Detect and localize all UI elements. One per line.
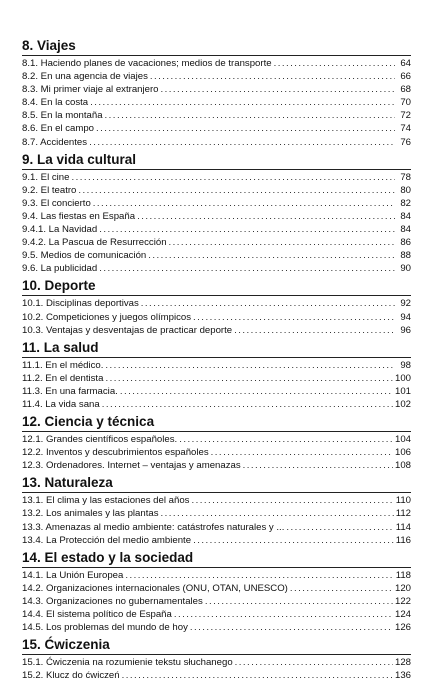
dot-leader <box>169 236 395 249</box>
toc-entry <box>22 569 411 582</box>
toc-entry-title: 8.3. Mi primer viaje al extranjero <box>22 84 159 96</box>
dot-leader <box>193 311 395 324</box>
section-divider <box>22 567 411 568</box>
dot-leader <box>205 595 393 608</box>
toc-entry <box>22 359 411 372</box>
section-heading: 13. Naturaleza <box>22 475 113 491</box>
toc-entry <box>22 507 411 520</box>
toc-entry-page: 108 <box>394 460 411 472</box>
section-divider <box>22 169 411 170</box>
dot-leader <box>243 459 393 472</box>
toc-entry <box>22 297 411 310</box>
toc-entry <box>22 262 411 275</box>
dot-leader <box>78 184 395 197</box>
dot-leader <box>190 621 393 634</box>
dot-leader <box>96 122 395 135</box>
toc-entry-title: 10.1. Disciplinas deportivas <box>22 298 139 310</box>
dot-leader <box>211 446 393 459</box>
section-divider <box>22 492 411 493</box>
toc-entry-title: 13.2. Los animales y las plantas <box>22 508 159 520</box>
toc-entry-page: 80 <box>400 184 411 196</box>
toc-entry-title: 14.2. Organizaciones internacionales (ONU, OTAN, UNESCO) <box>22 582 288 594</box>
toc-entry <box>22 324 411 337</box>
toc-section <box>22 37 411 149</box>
toc-entry <box>22 57 411 70</box>
toc-entry-page: 112 <box>395 508 411 520</box>
section-heading: 11. La salud <box>22 339 99 355</box>
section-heading: 12. Ciencia y técnica <box>22 414 155 430</box>
toc-entry <box>22 608 411 621</box>
toc-entry-title: 8.5. En la montaña <box>22 110 103 122</box>
section-heading: 9. La vida cultural <box>22 151 137 167</box>
section-divider <box>22 431 411 432</box>
toc-entry <box>22 372 411 385</box>
toc-entry <box>22 398 411 411</box>
toc-entry-title: 15.2. Klucz do ćwiczeń <box>22 670 120 682</box>
dot-leader <box>235 656 393 669</box>
toc-entry-title: 9.3. El concierto <box>22 197 91 209</box>
toc-entry <box>22 136 411 149</box>
toc-entry-title: 15.1. Ćwiczenia na rozumienie tekstu słuchanego <box>22 657 233 669</box>
toc-entry-title: 11.3. En una farmacia. <box>22 385 118 397</box>
dot-leader <box>191 494 393 507</box>
toc-entry <box>22 582 411 595</box>
toc-entry-title: 8.6. En el campo <box>22 123 94 135</box>
toc-entry-title: 12.1. Grandes científicos españoles. <box>22 434 178 446</box>
toc-entry-title: 8.2. En una agencia de viajes <box>22 71 148 83</box>
toc-entry-page: 110 <box>395 495 411 507</box>
toc-entry-title: 9.4.2. La Pascua de Resurrección <box>22 237 167 249</box>
toc-entry-title: 14.4. El sistema político de España <box>22 609 172 620</box>
toc-entry-title: 9.4.1. La Navidad <box>22 224 98 236</box>
dot-leader <box>274 57 395 70</box>
dot-leader <box>290 582 393 595</box>
toc-entry <box>22 83 411 96</box>
dot-leader <box>99 223 395 236</box>
toc-entry <box>22 521 411 534</box>
dot-leader <box>193 534 394 547</box>
toc-entry-page: 126 <box>394 622 411 634</box>
toc-entry-title: 8.4. En la costa <box>22 97 89 109</box>
toc-entry-title: 14.1. La Unión Europea <box>22 569 124 581</box>
dot-leader <box>105 359 395 372</box>
section-divider <box>22 357 411 358</box>
section-heading: 15. Ćwiczenia <box>22 637 110 653</box>
dot-leader <box>174 608 393 621</box>
toc-entry-page: 101 <box>394 385 411 397</box>
toc-entry-page: 68 <box>400 84 411 96</box>
toc-entry <box>22 595 411 608</box>
toc-entry <box>22 96 411 109</box>
toc-section <box>22 474 411 546</box>
section-divider <box>22 295 411 296</box>
dot-leader <box>102 398 393 411</box>
toc-entry-page: 72 <box>400 110 411 122</box>
toc-section <box>22 636 411 682</box>
toc-entry-title: 9.5. Medios de comunicación <box>22 250 147 262</box>
toc-entry <box>22 669 411 682</box>
toc-entry <box>22 70 411 83</box>
section-heading: 10. Deporte <box>22 278 96 294</box>
toc-entry-title: 8.1. Haciendo planes de vacaciones; medios de transporte <box>22 58 272 69</box>
dot-leader <box>120 385 393 398</box>
toc-entry-page: 84 <box>400 210 411 222</box>
toc-section <box>22 339 411 411</box>
dot-leader <box>71 171 395 184</box>
toc-entry-title: 10.3. Ventajas y desventajas de practicar deporte <box>22 324 233 336</box>
toc-entry-page: 128 <box>394 657 411 669</box>
toc-entry-page: 122 <box>394 595 411 607</box>
toc-entry <box>22 621 411 634</box>
toc-entry-title: 9.2. El teatro <box>22 184 77 196</box>
toc-entry <box>22 494 411 507</box>
toc-entry <box>22 171 411 184</box>
toc-entry <box>22 385 411 398</box>
dot-leader <box>105 109 395 122</box>
dot-leader <box>141 297 395 310</box>
toc-entry <box>22 236 411 249</box>
dot-leader <box>148 249 395 262</box>
toc-entry-title: 13.4. La Protección del medio ambiente <box>22 534 192 546</box>
toc-entry-title: 13.3. Amenazas al medio ambiente: catástrofes naturales y ... <box>22 521 285 533</box>
toc-entry-page: 104 <box>394 434 411 446</box>
toc-entry-page: 124 <box>394 609 411 620</box>
toc-entry-title: 8.7. Accidentes <box>22 136 88 148</box>
toc-section <box>22 549 411 634</box>
toc-entry <box>22 210 411 223</box>
dot-leader <box>137 210 395 223</box>
toc-entry-title: 9.4. Las fiestas en España <box>22 210 136 222</box>
toc-entry <box>22 109 411 122</box>
section-heading: 14. El estado y la sociedad <box>22 549 194 565</box>
toc-entry <box>22 459 411 472</box>
dot-leader <box>89 136 395 149</box>
toc-entry-title: 9.1. El cine <box>22 171 70 183</box>
toc-entry-title: 12.3. Ordenadores. Internet – ventajas y amenazas <box>22 460 241 472</box>
toc-entry-title: 14.5. Los problemas del mundo de hoy <box>22 622 188 634</box>
toc-entry-title: 14.3. Organizaciones no gubernamentales <box>22 595 203 607</box>
toc-entry-page: 118 <box>395 569 411 581</box>
toc-entry-page: 86 <box>400 237 411 249</box>
toc-entry-title: 11.2. En el dentista <box>22 372 104 384</box>
dot-leader <box>122 669 393 682</box>
toc-entry-page: 84 <box>400 224 411 236</box>
dot-leader <box>93 197 395 210</box>
toc-entry-page: 82 <box>400 197 411 209</box>
toc-entry-page: 106 <box>394 447 411 459</box>
toc-entry-page: 78 <box>400 171 411 183</box>
dot-leader <box>125 569 393 582</box>
toc-entry-page: 102 <box>394 398 411 410</box>
toc-entry-page: 120 <box>394 582 411 594</box>
toc-entry-page: 92 <box>400 298 411 310</box>
dot-leader <box>99 262 395 275</box>
toc-section <box>22 277 411 336</box>
toc-entry-title: 11.4. La vida sana <box>22 398 100 410</box>
toc-entry <box>22 433 411 446</box>
section-divider <box>22 55 411 56</box>
toc-entry-title: 10.2. Competiciones y juegos olímpicos <box>22 311 192 323</box>
dot-leader <box>161 83 396 96</box>
toc-entry <box>22 197 411 210</box>
toc-entry-page: 114 <box>395 521 411 533</box>
dot-leader <box>90 96 395 109</box>
toc-entry-page: 74 <box>400 123 411 135</box>
toc-entry-page: 98 <box>400 359 411 371</box>
toc-entry <box>22 223 411 236</box>
toc-entry <box>22 122 411 135</box>
toc-entry-page: 100 <box>394 372 411 384</box>
dot-leader <box>150 70 395 83</box>
toc-entry <box>22 446 411 459</box>
toc-entry-page: 94 <box>400 311 411 323</box>
toc-entry-page: 64 <box>400 58 411 69</box>
section-heading: 8. Viajes <box>22 38 76 53</box>
toc-entry-page: 88 <box>400 250 411 262</box>
toc-entry-title: 9.6. La publicidad <box>22 263 98 275</box>
dot-leader <box>179 433 393 446</box>
toc-entry <box>22 249 411 262</box>
toc-entry <box>22 184 411 197</box>
toc-entry-page: 116 <box>395 534 411 546</box>
dot-leader <box>161 507 394 520</box>
toc-entry-title: 12.2. Inventos y descubrimientos españoles <box>22 447 209 459</box>
toc-entry-page: 70 <box>400 97 411 109</box>
section-divider <box>22 654 411 655</box>
toc-entry-title: 13.1. El clima y las estaciones del años <box>22 495 190 507</box>
toc-entry <box>22 311 411 324</box>
toc-section <box>22 413 411 472</box>
toc-section <box>22 151 411 276</box>
dot-leader <box>234 324 395 337</box>
dot-leader <box>286 521 393 534</box>
toc-entry-page: 96 <box>400 324 411 336</box>
toc-entry <box>22 534 411 547</box>
table-of-contents <box>22 37 411 684</box>
toc-entry-page: 136 <box>394 670 411 682</box>
dot-leader <box>105 372 393 385</box>
toc-entry-title: 11.1. En el médico. <box>22 359 104 371</box>
toc-entry-page: 76 <box>400 136 411 148</box>
toc-entry <box>22 656 411 669</box>
toc-entry-page: 90 <box>400 263 411 275</box>
toc-entry-page: 66 <box>400 71 411 83</box>
